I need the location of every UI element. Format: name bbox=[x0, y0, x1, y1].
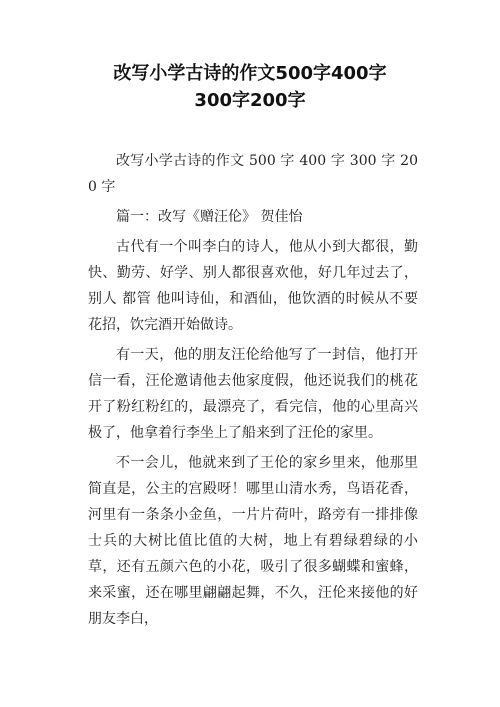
paragraph-heading: 改写小学古诗的作文 500 字 400 字 300 字 200 字 bbox=[88, 153, 418, 195]
document-title bbox=[60, 60, 440, 114]
paragraph-2: 有一天，他的朋友汪伦给他写了一封信，他打开信一看，汪伦邀请他去他家度假，他还说我们的桃花开了粉红粉红的，最漂亮了，看完信，他的心里高兴极了，他拿着行李坐上了船来到了汪伦的家里。 bbox=[88, 347, 418, 441]
title-line-2: 300字200字 bbox=[194, 90, 306, 111]
paragraph-chapter-title: 篇一：改写《赠汪伦》 贺佳怡 bbox=[116, 209, 303, 225]
document-body bbox=[88, 148, 418, 632]
paragraph-1: 古代有一个叫李白的诗人，他从小到大都很，勤快、勤劳、好学、别人都很喜欢他，好几年过去了，别人 都管 他叫诗仙，和酒仙，他饮酒的时候从不要花招，饮完酒开始做诗。 bbox=[88, 239, 418, 333]
title-line-1: 改写小学古诗的作文500字400字 bbox=[113, 63, 387, 84]
paragraph-3: 不一会儿，他就来到了王伦的家乡里来，他那里简直是，公主的宫殿呀！哪里山清水秀，鸟语花香，河里有一条条小金鱼，一片片荷叶，路旁有一排排像士兵的大树比值比值的大树，地上有碧绿碧绿的小草，还有五颜六色的小花，吸引了很多蝴蝶和蜜蜂，来采蜜，还在哪里翩翩起舞，不久，汪伦来接他的好朋友李白， bbox=[88, 455, 418, 627]
